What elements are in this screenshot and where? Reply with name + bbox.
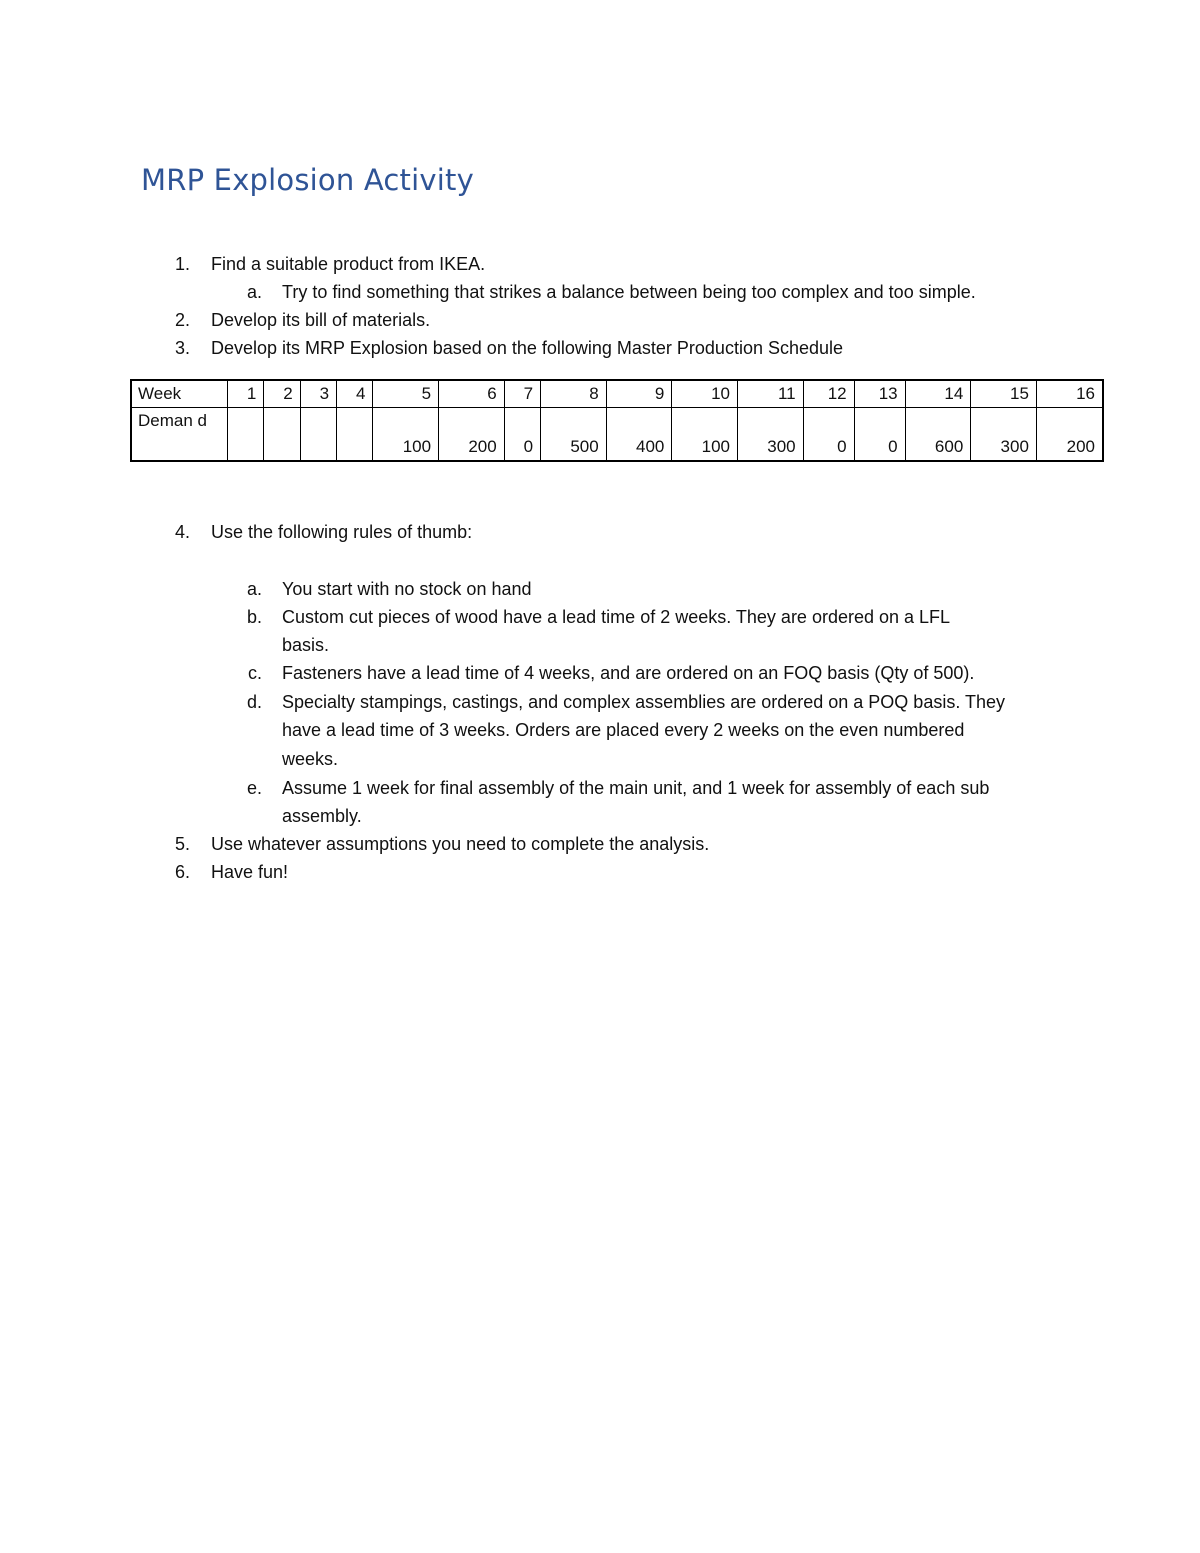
list-text: Use the following rules of thumb: xyxy=(211,522,473,542)
list-letter: a. xyxy=(246,579,262,599)
demand-cell: 100 xyxy=(373,408,439,462)
demand-cell xyxy=(300,408,336,462)
list-text: weeks. xyxy=(282,749,339,769)
week-cell: 6 xyxy=(439,380,505,408)
list-text: Assume 1 week for final assembly of the main unit, and 1 week for assembly of each sub xyxy=(282,778,990,798)
demand-cell: 200 xyxy=(439,408,505,462)
list-number: 1. xyxy=(174,254,190,274)
week-cell: 1 xyxy=(228,380,264,408)
week-cell: 12 xyxy=(803,380,854,408)
demand-cell: 100 xyxy=(672,408,738,462)
demand-cell: 0 xyxy=(803,408,854,462)
demand-cell xyxy=(337,408,373,462)
week-cell: 8 xyxy=(541,380,607,408)
demand-cell: 300 xyxy=(738,408,804,462)
demand-cell xyxy=(264,408,300,462)
demand-cell: 200 xyxy=(1036,408,1103,462)
demand-cell: 0 xyxy=(854,408,905,462)
list-number: 3. xyxy=(174,338,190,358)
master-production-schedule-table xyxy=(130,379,1104,462)
row-header-week: Week xyxy=(131,380,228,408)
list-text: Specialty stampings, castings, and complex assemblies are ordered on a POQ basis. They xyxy=(282,692,1006,712)
week-cell: 16 xyxy=(1036,380,1103,408)
document-title: MRP Explosion Activity xyxy=(141,163,474,197)
week-cell: 2 xyxy=(264,380,300,408)
list-text: have a lead time of 3 weeks. Orders are placed every 2 weeks on the even numbered xyxy=(282,720,965,740)
table-row-demand xyxy=(131,408,1103,462)
week-cell: 4 xyxy=(337,380,373,408)
week-cell: 3 xyxy=(300,380,336,408)
list-letter: c. xyxy=(247,663,262,683)
list-text: Find a suitable product from IKEA. xyxy=(211,254,486,274)
week-cell: 11 xyxy=(738,380,804,408)
row-header-demand: Deman d xyxy=(131,408,228,462)
list-text: Develop its bill of materials. xyxy=(211,310,431,330)
demand-cell: 600 xyxy=(905,408,971,462)
list-text: assembly. xyxy=(282,806,362,826)
week-cell: 9 xyxy=(606,380,672,408)
list-text: Use whatever assumptions you need to complete the analysis. xyxy=(211,834,710,854)
week-cell: 15 xyxy=(971,380,1037,408)
list-number: 4. xyxy=(174,522,190,542)
list-letter: d. xyxy=(246,692,262,712)
list-number: 6. xyxy=(174,862,190,882)
demand-cell: 500 xyxy=(541,408,607,462)
list-text: Custom cut pieces of wood have a lead time of 2 weeks. They are ordered on a LFL xyxy=(282,607,951,627)
list-text: basis. xyxy=(282,635,330,655)
list-letter: b. xyxy=(246,607,262,627)
week-cell: 7 xyxy=(504,380,540,408)
list-number: 2. xyxy=(174,310,190,330)
week-cell: 13 xyxy=(854,380,905,408)
week-cell: 10 xyxy=(672,380,738,408)
list-letter: e. xyxy=(246,778,262,798)
list-number: 5. xyxy=(174,834,190,854)
demand-cell: 300 xyxy=(971,408,1037,462)
list-text: Develop its MRP Explosion based on the following Master Production Schedule xyxy=(211,338,844,358)
demand-cell xyxy=(228,408,264,462)
week-cell: 14 xyxy=(905,380,971,408)
list-text: Try to find something that strikes a balance between being too complex and too simple. xyxy=(282,282,976,302)
list-letter: a. xyxy=(246,282,262,302)
demand-cell: 0 xyxy=(504,408,540,462)
table-row-week xyxy=(131,380,1103,408)
list-text: You start with no stock on hand xyxy=(282,579,532,599)
list-text: Fasteners have a lead time of 4 weeks, and are ordered on an FOQ basis (Qty of 500). xyxy=(282,663,975,683)
week-cell: 5 xyxy=(373,380,439,408)
list-text: Have fun! xyxy=(211,862,289,882)
demand-cell: 400 xyxy=(606,408,672,462)
